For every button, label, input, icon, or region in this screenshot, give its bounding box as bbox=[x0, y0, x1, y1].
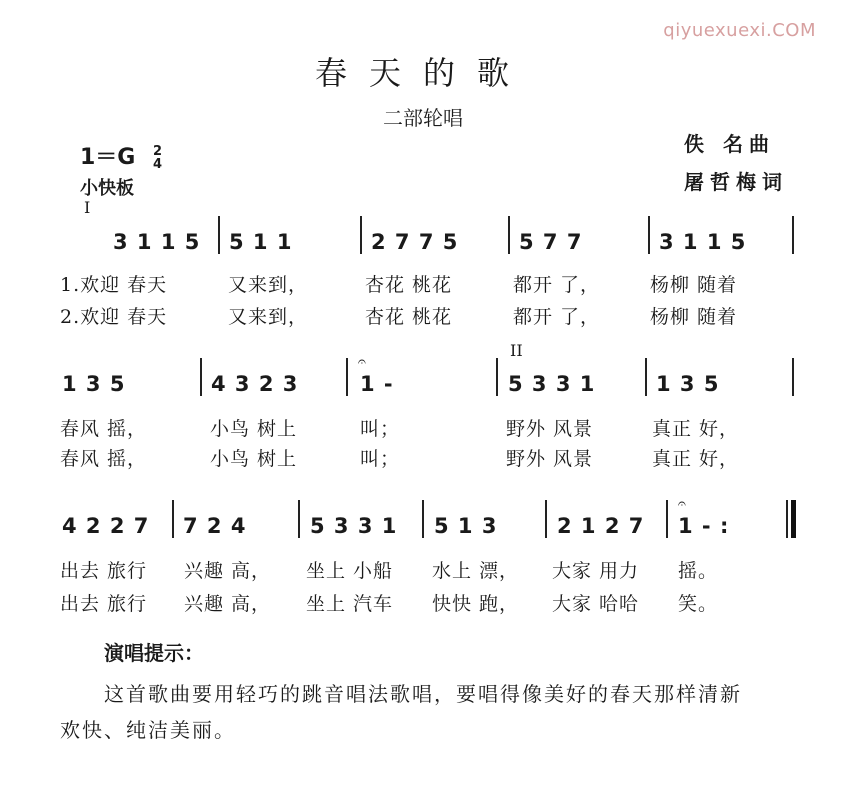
lyric: 叫； bbox=[360, 418, 401, 440]
tips-line-1: 这首歌曲要用轻巧的跳音唱法歌唱，要唱得像美好的春天那样清新 bbox=[104, 682, 742, 706]
lyric: 杨柳 随着 bbox=[650, 274, 738, 296]
barline bbox=[360, 216, 362, 254]
lyric: 坐上 汽车 bbox=[306, 593, 394, 615]
measure-2-1: 1 3 5 bbox=[62, 372, 126, 396]
measure-3-5: 2 1 2 7 bbox=[557, 514, 645, 538]
measure-1-4: 5 7 7 bbox=[519, 230, 583, 254]
fermata-icon: 𝄐 bbox=[678, 496, 686, 512]
lyric: 杨柳 随着 bbox=[650, 306, 738, 328]
measure-1-2: 5 1 1 bbox=[229, 230, 293, 254]
barline bbox=[508, 216, 510, 254]
time-signature-bottom: 4 bbox=[153, 157, 163, 172]
measure-3-1: 4 2 2 7 bbox=[62, 514, 150, 538]
lyric: 2.欢迎 春天 bbox=[60, 306, 168, 328]
part-mark-1: I bbox=[84, 198, 91, 217]
lyric: 坐上 小船 bbox=[306, 560, 394, 582]
barline bbox=[346, 358, 348, 396]
lyric: 小鸟 树上 bbox=[210, 418, 298, 440]
lyric: 真正 好， bbox=[652, 448, 740, 470]
fermata-icon: 𝄐 bbox=[358, 354, 366, 370]
lyric: 出去 旅行 bbox=[60, 560, 148, 582]
lyric: 都开 了， bbox=[513, 306, 601, 328]
lyric: 杏花 桃花 bbox=[365, 274, 453, 296]
barline bbox=[792, 216, 794, 254]
barline bbox=[172, 500, 174, 538]
lyric: 快快 跑， bbox=[432, 593, 520, 615]
lyric: 出去 旅行 bbox=[60, 593, 148, 615]
time-signature-top: 2 bbox=[153, 144, 163, 159]
key-signature bbox=[80, 140, 162, 171]
barline bbox=[545, 500, 547, 538]
lyric: 又来到， bbox=[228, 306, 309, 328]
time-signature bbox=[153, 145, 162, 171]
barline bbox=[298, 500, 300, 538]
lyric: 水上 漂， bbox=[432, 560, 520, 582]
lyric: 真正 好， bbox=[652, 418, 740, 440]
barline bbox=[496, 358, 498, 396]
lyric: 又来到， bbox=[228, 274, 309, 296]
lyric: 野外 风景 bbox=[506, 418, 594, 440]
measure-2-2: 4 3 2 3 bbox=[211, 372, 299, 396]
barline bbox=[218, 216, 220, 254]
lyric: 春风 摇， bbox=[60, 448, 148, 470]
lyric: 1.欢迎 春天 bbox=[60, 274, 168, 296]
lyricist-credit: 屠哲梅词 bbox=[684, 170, 788, 194]
song-subtitle: 二部轮唱 bbox=[383, 106, 463, 130]
measure-3-2: 7 2 4 bbox=[183, 514, 247, 538]
lyric: 大家 哈哈 bbox=[552, 593, 640, 615]
tips-line-2: 欢快、纯洁美丽。 bbox=[60, 718, 236, 742]
barline bbox=[200, 358, 202, 396]
barline bbox=[422, 500, 424, 538]
lyric: 摇。 bbox=[678, 560, 719, 582]
measure-3-3: 5 3 3 1 bbox=[310, 514, 398, 538]
final-barline-thin bbox=[786, 500, 788, 538]
composer-credit: 佚 名曲 bbox=[684, 132, 775, 156]
part-mark-2: II bbox=[510, 341, 523, 360]
barline bbox=[792, 358, 794, 396]
measure-2-5: 1 3 5 bbox=[656, 372, 720, 396]
measure-1-5: 3 1 1 5 bbox=[659, 230, 747, 254]
lyric: 笑。 bbox=[678, 593, 719, 615]
tips-title: 演唱提示： bbox=[104, 641, 204, 665]
lyric: 春风 摇， bbox=[60, 418, 148, 440]
lyric: 都开 了， bbox=[513, 274, 601, 296]
song-title: 春天的歌 bbox=[314, 54, 531, 92]
lyric: 兴趣 高， bbox=[184, 593, 272, 615]
lyric: 大家 用力 bbox=[552, 560, 640, 582]
lyric: 兴趣 高， bbox=[184, 560, 272, 582]
barline bbox=[666, 500, 668, 538]
tempo-marking: 小快板 bbox=[80, 178, 134, 199]
barline bbox=[645, 358, 647, 396]
key-label: 1＝G bbox=[80, 145, 136, 170]
measure-1-3: 2 7 7 5 bbox=[371, 230, 459, 254]
measure-2-4: 5 3 3 1 bbox=[508, 372, 596, 396]
measure-3-4: 5 1 3 bbox=[434, 514, 498, 538]
barline bbox=[648, 216, 650, 254]
final-barline-thick bbox=[791, 500, 796, 538]
measure-2-3: 1 - bbox=[360, 372, 394, 396]
measure-1-1: 3 1 1 5 bbox=[113, 230, 201, 254]
lyric: 野外 风景 bbox=[506, 448, 594, 470]
watermark: qiyuexuexi.COM bbox=[663, 20, 816, 41]
measure-3-6: 1 - : bbox=[678, 514, 730, 538]
lyric: 叫； bbox=[360, 448, 401, 470]
lyric: 小鸟 树上 bbox=[210, 448, 298, 470]
lyric: 杏花 桃花 bbox=[365, 306, 453, 328]
